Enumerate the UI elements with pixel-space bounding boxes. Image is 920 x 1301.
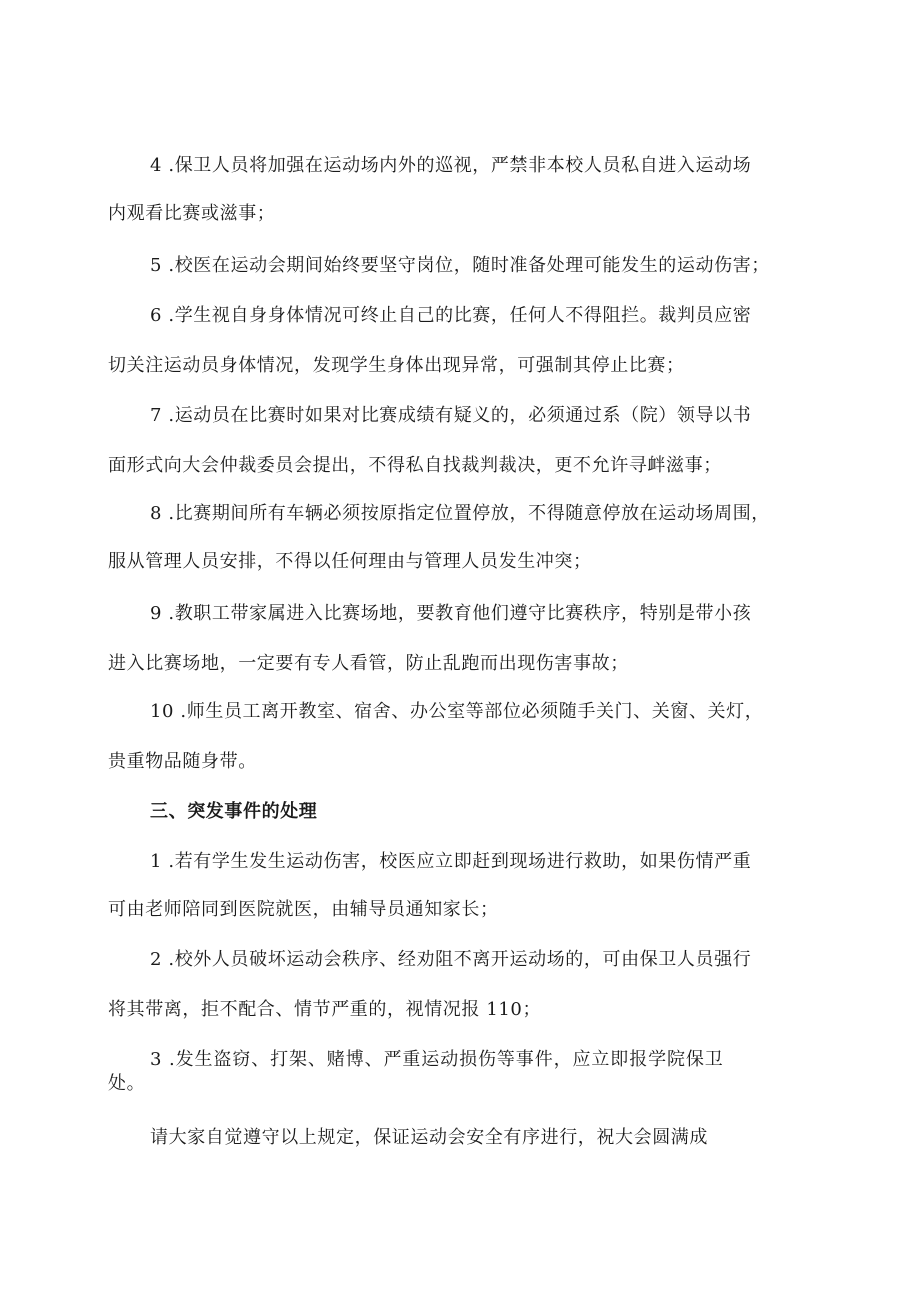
item-8-line-1: 8 .比赛期间所有车辆必须按原指定位置停放，不得随意停放在运动场周围， xyxy=(150,503,770,524)
item-5-line-1: 5 .校医在运动会期间始终要坚守岗位，随时准备处理可能发生的运动伤害； xyxy=(150,255,770,276)
section-item-3-line-1: 3 .发生盗窃、打架、赌博、严重运动损伤等事件，应立即报学院保卫 xyxy=(150,1049,724,1070)
item-9-line-1: 9 .教职工带家属进入比赛场地，要教育他们遵守比赛秩序，特别是带小孩 xyxy=(150,603,752,624)
item-4-line-2: 内观看比赛或滋事； xyxy=(108,203,276,224)
closing-line: 请大家自觉遵守以上规定，保证运动会安全有序进行，祝大会圆满成 xyxy=(150,1127,708,1148)
item-4-line-1: 4 .保卫人员将加强在运动场内外的巡视，严禁非本校人员私自进入运动场 xyxy=(150,155,752,176)
item-6-line-2: 切关注运动员身体情况，发现学生身体出现异常，可强制其停止比赛； xyxy=(108,355,685,376)
item-8-line-2: 服从管理人员安排，不得以任何理由与管理人员发生冲突； xyxy=(108,551,592,572)
section-item-2-line-1: 2 .校外人员破坏运动会秩序、经劝阻不离开运动场的，可由保卫人员强行 xyxy=(150,949,752,970)
section-item-3-line-2: 处。 xyxy=(108,1073,146,1094)
section-item-1-line-1: 1 .若有学生发生运动伤害，校医应立即赶到现场进行救助，如果伤情严重 xyxy=(150,851,752,872)
item-9-line-2: 进入比赛场地，一定要有专人看管，防止乱跑而出现伤害事故； xyxy=(108,653,629,674)
section-item-2-line-2: 将其带离，拒不配合、情节严重的，视情况报 110； xyxy=(108,999,542,1020)
item-6-line-1: 6 .学生视自身身体情况可终止自己的比赛，任何人不得阻拦。裁判员应密 xyxy=(150,305,752,326)
item-10-line-2: 贵重物品随身带。 xyxy=(108,751,257,772)
section-heading: 三、突发事件的处理 xyxy=(150,801,318,822)
section-item-1-line-2: 可由老师陪同到医院就医，由辅导员通知家长； xyxy=(108,899,499,920)
item-10-line-1: 10 .师生员工离开教室、宿舍、办公室等部位必须随手关门、关窗、关灯， xyxy=(150,701,764,722)
item-7-line-2: 面形式向大会仲裁委员会提出，不得私自找裁判裁决，更不允许寻衅滋事； xyxy=(108,455,722,476)
item-7-line-1: 7 .运动员在比赛时如果对比赛成绩有疑义的，必须通过系（院）领导以书 xyxy=(150,405,752,426)
